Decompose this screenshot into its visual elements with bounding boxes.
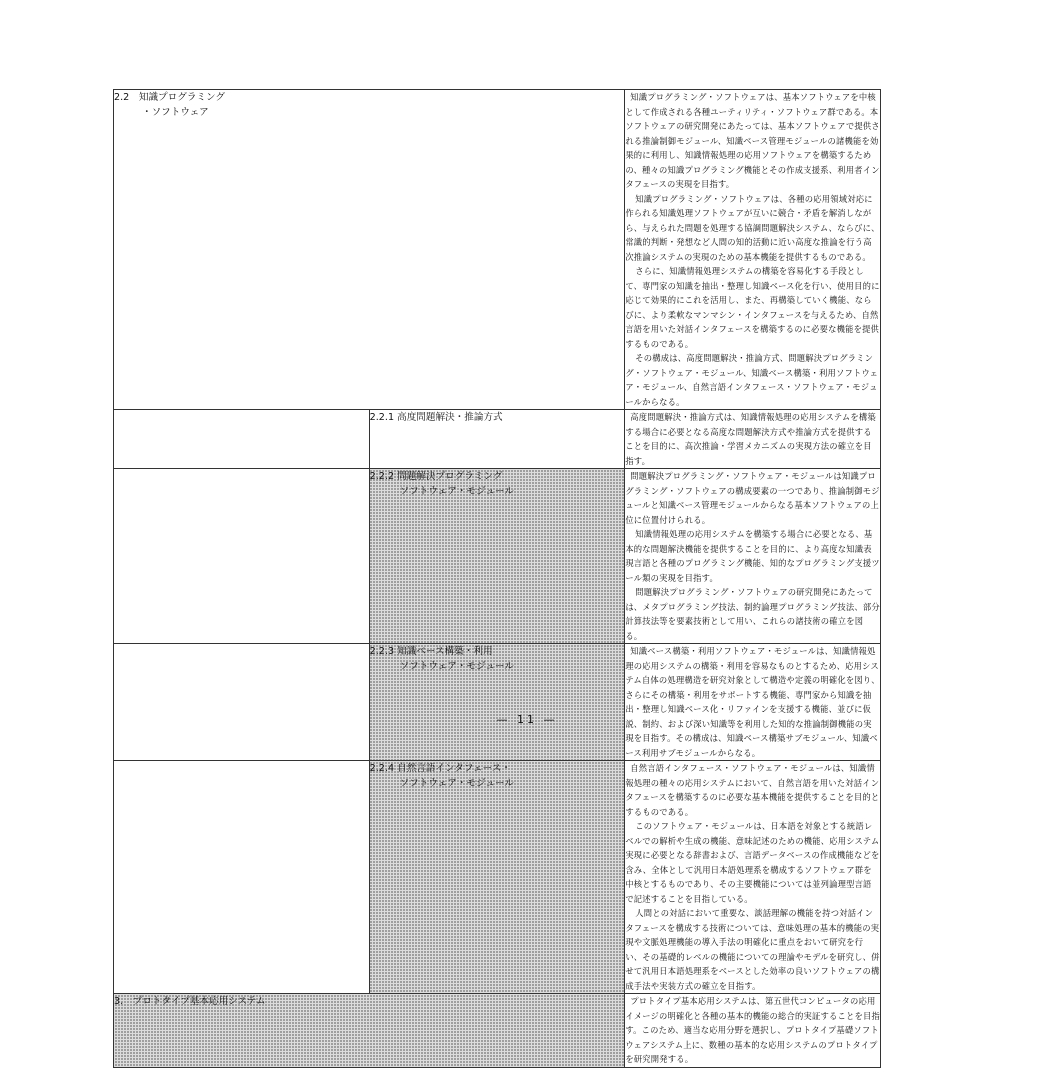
subsection-body [625, 410, 881, 469]
subsection-heading-cell [369, 644, 625, 761]
paragraph: 知識情報処理の応用システムを構築する場合に必要となる、基本的な問題解決機能を提供することを目的に、より高度な知識表現言語と各種のプログラミング機能、知的なプログラミング支援ツール類の実現を目指す。 [625, 529, 880, 583]
subsection-body [625, 644, 881, 761]
section-heading-line2: ・ソフトウェア [142, 107, 209, 118]
paragraph: 知識プログラミング・ソフトウェアは、基本ソフトウェアを中核として作成される各種ユーティリティ・ソフトウェア群である。本ソフトウェアの研究開発にあたっては、基本ソフトウェアで提供される推論制御モジュール、知識ベース管理モジュールの諸機能を効果的に利用し、知識情報処理の応用ソフトウェアを構築するための、種々の知識プログラミング機能とその作成支援系、利用者インタフェースの実現を目指す。 [625, 92, 880, 189]
indent-cell [114, 410, 370, 469]
subsection-heading: 2.2.4 自然言語インタフェース・ [369, 763, 511, 774]
subsection-body [625, 761, 881, 994]
section-body [625, 90, 881, 410]
paragraph: 知識プログラミング・ソフトウェアは、各種の応用領域対応に作られる知識処理ソフトウェアが互いに競合・矛盾を解消しながら、与えられた問題を処理する協調問題解決システム、ならびに、常識的判断・発想など人間の知的活動に近い高度な推論を行う高次推論システムの実現のための基本機能を提供するものである。 [625, 193, 880, 262]
subsection-row [114, 410, 881, 469]
paragraph: 知識ベース構築・利用ソフトウェア・モジュールは、知識情報処理の応用システムの構築・利用を容易なものとするため、応用システム自体の処理構造を研究対象として構造や定義の明確化を図り、さらにその構築・利用をサポートする機能、専門家から知識を抽出・整理し知識ベース化・リファインを支援する機能、並びに仮説、制約、および深い知識等を利用した知的な推論制御機能の実現を目指す。その構成は、知識ベース構築サブモジュール、知識ベース利用サブモジュールからなる。 [625, 646, 880, 758]
subsection-heading: 2.2.1 高度問題解決・推論方式 [369, 412, 503, 423]
indent-cell [114, 761, 370, 994]
section-heading: 3. プロトタイプ基本応用システム [114, 996, 266, 1007]
subsection-heading-line2: ソフトウェア・モジュール [399, 661, 515, 672]
section-heading-cell [114, 90, 625, 410]
paragraph: プロトタイプ基本応用システムは、第五世代コンピュータの応用イメージの明確化と各種の基本的機能の総合的実証することを目指す。このため、適当な応用分野を選択し、プロトタイプ基礎ソフトウェアシステム上に、数種の基本的な応用システムのプロトタイプを研究開発する。 [625, 996, 880, 1064]
subsection-heading: 2.2.3 知識ベース構築・利用 [369, 646, 493, 657]
indent-cell [114, 644, 370, 761]
paragraph: このソフトウェア・モジュールは、日本語を対象とする統語レベルでの解析や生成の機能、意味記述のための機能、応用システム実現に必要となる辞書および、言語データベースの作成機能などを含み、全体として汎用日本語処理系を構成するソフトウェア群を中核とするものであり、その主要機能については並列論理型言語で記述することを目指している。 [625, 821, 880, 904]
section-heading-cell [114, 994, 625, 1068]
section-row [114, 90, 881, 410]
subsection-row [114, 469, 881, 644]
paragraph: 問題解決プログラミング・ソフトウェアの研究開発にあたっては、メタプログラミング技法、制約論理プログラミング技法、部分計算技法等を要素技術として用い、これらの諸技術の確立を図る。 [625, 587, 880, 641]
section-heading: 2.2 知識プログラミング [114, 92, 226, 103]
section-body [625, 994, 881, 1068]
page-number: — 11 — [496, 713, 558, 726]
paragraph: 高度問題解決・推論方式は、知識情報処理の応用システムを構築する場合に必要となる高度な問題解決方式や推論方式を提供することを目的に、高次推論・学習メカニズムの実現方法の確立を目指す。 [625, 412, 876, 466]
paragraph: 人間との対話において重要な、談話理解の機能を持つ対話インタフェースを構成する技術については、意味処理の基本的機能の実現や文脈処理機能の導入手法の明確化に重点をおいて研究を行い、その基礎的レベルの機能についての理論やモデルを研究し、併せて汎用日本語処理系をベースとした効率の良いソフトウェアの構成手法や実装方式の確立を目指す。 [625, 908, 880, 991]
subsection-row [114, 644, 881, 761]
subsection-heading-cell [369, 761, 625, 994]
subsection-heading-cell [369, 410, 625, 469]
paragraph: 問題解決プログラミング・ソフトウェア・モジュールは知識プログラミング・ソフトウェアの構成要素の一つであり、推論制御モジュールと知識ベース管理モジュールからなる基本ソフトウェアの上位に位置付けられる。 [625, 471, 880, 525]
paragraph: 自然言語インタフェース・ソフトウェア・モジュールは、知識情報処理の種々の応用システムにおいて、自然言語を用いた対話インタフェースを構築するのに必要な基本機能を提供することを目的とするものである。 [625, 763, 880, 817]
indent-cell [114, 469, 370, 644]
subsection-heading: 2.2.2 問題解決プログラミング [369, 471, 503, 482]
subsection-row [114, 761, 881, 994]
document-table [113, 89, 881, 1068]
section-row [114, 994, 881, 1068]
paragraph: さらに、知識情報処理システムの構築を容易化する手段として、専門家の知識を抽出・整理し知識ベース化を行い、使用目的に応じて効果的にこれを活用し、また、再構築していく機能、ならびに、より柔軟なマンマシン・インタフェースを与えるため、自然言語を用いた対話インタフェースを構築するのに必要な機能を提供するものである。 [625, 266, 880, 349]
paragraph: その構成は、高度問題解決・推論方式、問題解決プログラミング・ソフトウェア・モジュール、知識ベース構築・利用ソフトウェア・モジュール、自然言語インタフェース・ソフトウェア・モジュールからなる。 [625, 353, 879, 407]
subsection-heading-cell [369, 469, 625, 644]
subsection-heading-line2: ソフトウェア・モジュール [399, 486, 515, 497]
subsection-body [625, 469, 881, 644]
subsection-heading-line2: ソフトウェア・モジュール [399, 778, 515, 789]
